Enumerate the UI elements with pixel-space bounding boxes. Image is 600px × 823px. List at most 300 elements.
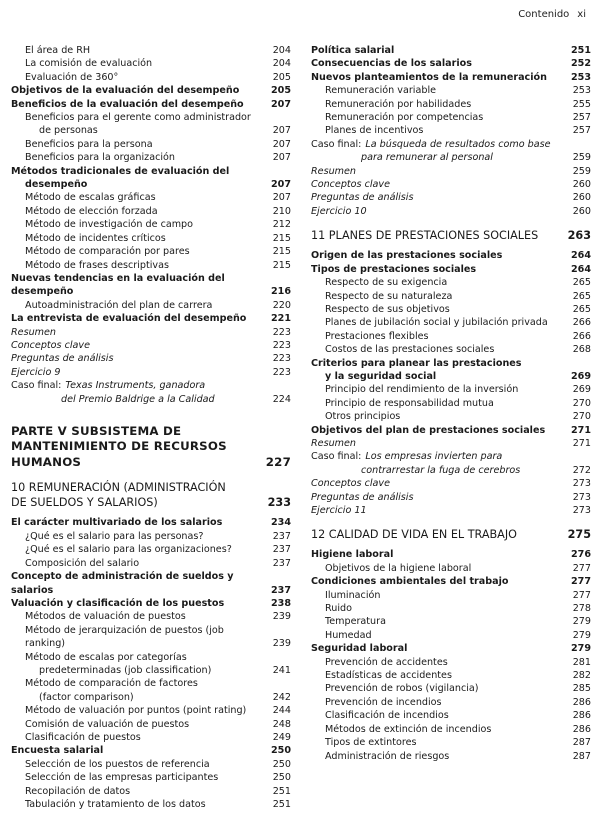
toc-entry	[11, 299, 291, 312]
section-entry	[11, 516, 291, 529]
entry-title: Clasificación de puestos	[25, 731, 141, 743]
entry-title: Método de escalas por categorías	[25, 651, 187, 663]
case-study-entry	[11, 393, 291, 406]
chapter-heading	[11, 480, 291, 495]
entry-title: Preguntas de análisis	[11, 353, 114, 365]
page-number: 259	[572, 165, 591, 177]
toc-entry	[11, 651, 291, 664]
toc-entry	[311, 629, 591, 642]
page-number: 279	[570, 643, 591, 655]
page-number: 250	[272, 758, 291, 770]
page-number: 227	[265, 454, 291, 469]
entry-title: Clasificación de incendios	[325, 710, 449, 722]
entry-title: Resumen	[11, 326, 56, 338]
case-label: Caso final:	[311, 138, 362, 150]
section-entry	[11, 98, 291, 111]
entry-title: Costos de las prestaciones sociales	[325, 344, 495, 356]
case-title: del Premio Baldrige a la Calidad	[61, 393, 215, 405]
entry-title: Objetivos del plan de prestaciones sociales	[311, 424, 546, 436]
entry-title: Prestaciones flexibles	[325, 330, 429, 342]
entry-title: Nuevos planteamientos de la remuneración	[311, 71, 547, 83]
toc-entry	[311, 383, 591, 396]
page-number: 278	[572, 603, 591, 615]
toc-entry	[11, 57, 291, 70]
toc-entry	[311, 397, 591, 410]
toc-entry	[11, 124, 291, 137]
entry-title: predeterminadas (job classification)	[39, 664, 212, 676]
page-number: 207	[272, 192, 291, 204]
toc-entry	[11, 191, 291, 204]
back-matter-entry	[11, 366, 291, 379]
entry-title: ¿Qué es el salario para las personas?	[25, 530, 204, 542]
section-entry	[11, 312, 291, 325]
entry-title: Condiciones ambientales del trabajo	[311, 576, 509, 588]
case-study-entry	[311, 450, 591, 463]
back-matter-entry	[11, 352, 291, 365]
page-number: 253	[570, 71, 591, 83]
page-number: 237	[272, 544, 291, 556]
page-number: 234	[270, 517, 291, 529]
page-number: 273	[572, 478, 591, 490]
toc-entry	[11, 205, 291, 218]
page-number: 224	[272, 393, 291, 405]
page-number: 257	[572, 125, 591, 137]
entry-title: Humedad	[325, 629, 372, 641]
back-matter-entry	[311, 477, 591, 490]
toc-entry	[11, 218, 291, 231]
page-number: 279	[572, 629, 591, 641]
toc-entry	[11, 664, 291, 677]
entry-title: Autoadministración del plan de carrera	[25, 299, 213, 311]
section-entry	[11, 165, 291, 178]
entry-title: ¿Qué es el salario para las organizaciones?	[25, 544, 232, 556]
page-number: 244	[272, 705, 291, 717]
section-entry	[11, 744, 291, 757]
page-number: 266	[572, 317, 591, 329]
page-number: 266	[572, 330, 591, 342]
back-matter-entry	[11, 326, 291, 339]
entry-title: Respecto de sus objetivos	[325, 303, 450, 315]
toc-entry	[311, 276, 591, 289]
page-number: 207	[270, 179, 291, 191]
toc-entry	[311, 615, 591, 628]
toc-entry	[311, 723, 591, 736]
spacer	[311, 218, 591, 228]
page-number: 277	[572, 589, 591, 601]
toc-entry	[11, 771, 291, 784]
page-number: 204	[272, 45, 291, 56]
section-entry	[311, 548, 591, 561]
toc-entry	[311, 562, 591, 575]
page-number: 276	[570, 549, 591, 561]
page-number: 273	[572, 505, 591, 516]
page-number: 215	[272, 246, 291, 258]
entry-title: de personas	[39, 125, 98, 137]
back-matter-entry	[311, 191, 591, 204]
case-label: Caso final:	[311, 451, 362, 463]
back-matter-entry	[311, 165, 591, 178]
case-title: Los empresas invierten para	[365, 451, 503, 463]
entry-title	[11, 379, 269, 392]
toc-entry	[11, 677, 291, 690]
entry-title: Método de incidentes críticos	[25, 232, 166, 244]
toc-entry	[311, 98, 591, 111]
page-number: 286	[572, 710, 591, 722]
entry-title: Métodos de valuación de puestos	[25, 611, 186, 623]
spacer	[11, 406, 291, 424]
section-entry	[311, 357, 591, 370]
section-entry	[311, 642, 591, 655]
page-number: 270	[572, 397, 591, 409]
page-number: 205	[272, 71, 291, 83]
page-number: 265	[572, 290, 591, 302]
page-number: 272	[572, 464, 591, 476]
entry-title: y la seguridad social	[325, 370, 437, 382]
toc-entry	[11, 610, 291, 623]
entry-title: Tabulación y tratamiento de los datos	[25, 799, 206, 810]
entry-title: Método de escalas gráficas	[25, 192, 156, 204]
entry-title: (factor comparison)	[39, 691, 134, 703]
entry-title: Método de valuación por puntos (point rating)	[25, 705, 247, 717]
running-header	[518, 9, 586, 20]
entry-title	[311, 151, 569, 164]
header-page-number: xi	[577, 9, 586, 20]
entry-title: Método de elección forzada	[25, 205, 158, 217]
entry-title: Conceptos clave	[11, 339, 90, 351]
case-label: Caso final:	[11, 380, 62, 392]
part-heading	[11, 455, 291, 471]
entry-title: Prevención de robos (vigilancia)	[325, 683, 479, 695]
case-title: La búsqueda de resultados como base	[365, 138, 551, 150]
header-title: Contenido	[518, 9, 570, 20]
entry-title: Métodos de extinción de incendios	[325, 723, 492, 735]
page-number: 239	[272, 611, 291, 623]
toc-entry	[11, 232, 291, 245]
back-matter-entry	[311, 205, 591, 218]
page-number: 223	[272, 366, 291, 378]
toc-entry	[311, 709, 591, 722]
entry-title: Objetivos de la higiene laboral	[325, 562, 472, 574]
toc-entry	[311, 84, 591, 97]
page-number: 255	[572, 98, 591, 110]
page-number: 282	[572, 670, 591, 682]
toc-entry	[311, 290, 591, 303]
page-number: 251	[272, 785, 291, 797]
page-number: 252	[570, 58, 591, 70]
toc-entry	[311, 750, 591, 763]
toc-entry	[11, 718, 291, 731]
entry-title: Política salarial	[311, 45, 395, 56]
page-number: 207	[272, 125, 291, 137]
toc-left-column	[11, 44, 291, 811]
section-entry	[311, 424, 591, 437]
entry-title: Beneficios para el gerente como administrador	[25, 112, 251, 124]
case-study-entry	[11, 379, 291, 392]
entry-title: Ejercicio 9	[11, 366, 61, 378]
page-number: 248	[272, 718, 291, 730]
toc-right-column	[311, 44, 591, 763]
toc-entry	[311, 696, 591, 709]
page-number: 257	[572, 112, 591, 124]
entry-title: Método de comparación de factores	[25, 678, 198, 690]
entry-title: Método de jerarquización de puestos (job ranking)	[25, 624, 224, 650]
case-study-entry	[311, 151, 591, 164]
page-number: 270	[572, 411, 591, 423]
toc-entry	[11, 624, 291, 651]
entry-title: Métodos tradicionales de evaluación del	[11, 165, 230, 177]
toc-entry	[11, 691, 291, 704]
entry-title	[11, 393, 269, 406]
page-number: 287	[572, 750, 591, 762]
entry-title: Planes de incentivos	[325, 125, 424, 137]
entry-title: Iluminación	[325, 589, 381, 601]
entry-title: 10 REMUNERACIÓN (ADMINISTRACIÓN	[11, 481, 226, 495]
entry-title: Consecuencias de los salarios	[311, 58, 472, 70]
entry-title: Método de comparación por pares	[25, 246, 190, 258]
page-number: 205	[270, 85, 291, 97]
entry-title: Prevención de accidentes	[325, 656, 448, 668]
page-number: 277	[572, 562, 591, 574]
toc-entry	[11, 111, 291, 124]
page-number: 269	[572, 384, 591, 396]
entry-title: Selección de las empresas participantes	[25, 772, 219, 784]
entry-title: Comisión de valuación de puestos	[25, 718, 190, 730]
back-matter-entry	[311, 437, 591, 450]
entry-title: 11 PLANES DE PRESTACIONES SOCIALES	[311, 229, 539, 243]
page-number: 277	[570, 576, 591, 588]
entry-title: Higiene laboral	[311, 549, 394, 561]
page-number: 237	[270, 584, 291, 596]
page-number: 265	[572, 277, 591, 289]
section-entry	[311, 249, 591, 262]
entry-title: La entrevista de evaluación del desempeño	[11, 313, 247, 325]
page-number: 223	[272, 326, 291, 338]
entry-title: Tipos de prestaciones sociales	[311, 263, 477, 275]
toc-entry	[311, 124, 591, 137]
entry-title: Remuneración variable	[325, 85, 437, 97]
toc-entry	[311, 669, 591, 682]
entry-title: La comisión de evaluación	[25, 58, 153, 70]
toc-entry	[11, 704, 291, 717]
entry-title: Resumen	[311, 437, 356, 449]
page-number: 223	[272, 353, 291, 365]
page-number: 220	[272, 299, 291, 311]
entry-title: Temperatura	[325, 616, 386, 628]
page-number: 260	[572, 179, 591, 191]
entry-title: Encuesta salarial	[11, 745, 104, 757]
page-number: 250	[272, 772, 291, 784]
page-number: 237	[272, 557, 291, 569]
entry-title: Evaluación de 360°	[25, 71, 119, 83]
toc-entry	[11, 530, 291, 543]
entry-title: Composición del salario	[25, 557, 140, 569]
entry-title: Resumen	[311, 165, 356, 177]
section-entry	[311, 263, 591, 276]
toc-entry	[11, 785, 291, 798]
entry-title: Ejercicio 11	[311, 505, 367, 516]
entry-title: Ruido	[325, 603, 352, 615]
entry-title: Conceptos clave	[311, 179, 390, 191]
toc-entry	[11, 557, 291, 570]
section-entry	[11, 178, 291, 191]
entry-title: Planes de jubilación social y jubilación privada	[325, 317, 548, 329]
toc-entry	[11, 259, 291, 272]
entry-title: Remuneración por habilidades	[325, 98, 472, 110]
entry-title: Seguridad laboral	[311, 643, 408, 655]
section-entry	[11, 84, 291, 97]
entry-title: Concepto de administración de sueldos y salarios	[11, 571, 234, 596]
entry-title: Objetivos de la evaluación del desempeño	[11, 85, 240, 97]
entry-title: MANTENIMIENTO DE RECURSOS	[11, 439, 227, 454]
page-number: 275	[567, 528, 591, 542]
entry-title: Beneficios de la evaluación del desempeño	[11, 98, 244, 110]
toc-entry	[11, 245, 291, 258]
entry-title: Selección de los puestos de referencia	[25, 758, 210, 770]
section-entry	[11, 272, 291, 299]
toc-entry	[311, 330, 591, 343]
case-title: contrarrestar la fuga de cerebros	[361, 464, 521, 476]
entry-title: El carácter multivariado de los salarios	[11, 517, 223, 529]
entry-title: Remuneración por competencias	[325, 112, 484, 124]
page-number: 268	[572, 344, 591, 356]
toc-entry	[11, 151, 291, 164]
case-study-entry	[311, 464, 591, 477]
page-number: 271	[570, 424, 591, 436]
entry-title: Otros principios	[325, 411, 401, 423]
toc-entry	[311, 682, 591, 695]
entry-title: Administración de riesgos	[325, 750, 450, 762]
page-number: 237	[272, 530, 291, 542]
entry-title	[311, 138, 569, 151]
page-number: 210	[272, 205, 291, 217]
page-number: 221	[270, 313, 291, 325]
toc-entry	[311, 316, 591, 329]
page-number: 204	[272, 58, 291, 70]
back-matter-entry	[311, 504, 591, 517]
entry-title: Preguntas de análisis	[311, 192, 414, 204]
chapter-heading	[311, 228, 591, 243]
toc-entry	[311, 410, 591, 423]
entry-title	[311, 464, 569, 477]
page-number: 242	[272, 691, 291, 703]
entry-title: Conceptos clave	[311, 478, 390, 490]
page-number: 287	[572, 737, 591, 749]
entry-title: HUMANOS	[11, 454, 82, 469]
spacer	[311, 517, 591, 527]
case-title: Texas Instruments, ganadora	[65, 380, 206, 392]
entry-title: desempeño	[25, 179, 88, 191]
page-number: 207	[272, 138, 291, 150]
entry-title: Valuación y clasificación de los puestos	[11, 597, 225, 609]
toc-entry	[311, 343, 591, 356]
toc-entry	[11, 71, 291, 84]
entry-title: Preguntas de análisis	[311, 491, 414, 503]
page-number: 264	[570, 250, 591, 262]
entry-title: DE SUELDOS Y SALARIOS)	[11, 496, 158, 510]
page-number: 249	[272, 731, 291, 743]
entry-title: 12 CALIDAD DE VIDA EN EL TRABAJO	[311, 528, 517, 542]
entry-title: Principio del rendimiento de la inversión	[325, 384, 519, 396]
page-number: 215	[272, 232, 291, 244]
entry-title: Criterios para planear las prestaciones	[311, 357, 522, 369]
toc-entry	[11, 138, 291, 151]
page-number: 281	[572, 656, 591, 668]
entry-title: Tipos de extintores	[325, 737, 417, 749]
toc-entry	[311, 303, 591, 316]
section-entry	[11, 570, 291, 597]
entry-title: Beneficios para la persona	[25, 138, 153, 150]
page-number: 207	[270, 98, 291, 110]
toc-entry	[311, 589, 591, 602]
toc-entry	[311, 111, 591, 124]
entry-title: Principio de responsabilidad mutua	[325, 397, 494, 409]
page-number: 264	[570, 263, 591, 275]
section-entry	[11, 597, 291, 610]
part-heading	[11, 424, 291, 440]
entry-title: Nuevas tendencias en la evaluación del desempeño	[11, 272, 225, 298]
spacer	[11, 470, 291, 480]
page-number: 241	[272, 664, 291, 676]
toc-entry	[311, 602, 591, 615]
entry-title: Recopilación de datos	[25, 785, 131, 797]
page-number: 260	[572, 192, 591, 204]
case-study-entry	[311, 138, 591, 151]
case-title: para remunerar al personal	[361, 152, 493, 164]
page-number: 273	[572, 491, 591, 503]
entry-title: Método de frases descriptivas	[25, 259, 169, 271]
entry-title: El área de RH	[25, 45, 91, 56]
section-entry	[311, 575, 591, 588]
page-number: 279	[572, 616, 591, 628]
page-number: 215	[272, 259, 291, 271]
page-number: 263	[567, 229, 591, 243]
back-matter-entry	[311, 178, 591, 191]
chapter-heading	[11, 495, 291, 510]
entry-title: Método de investigación de campo	[25, 219, 194, 231]
page-number: 286	[572, 696, 591, 708]
entry-title: Estadísticas de accidentes	[325, 670, 452, 682]
page-number: 250	[270, 745, 291, 757]
page-number: 265	[572, 303, 591, 315]
section-entry	[311, 44, 591, 57]
toc-entry	[311, 736, 591, 749]
page-number: 286	[572, 723, 591, 735]
toc-entry	[11, 44, 291, 57]
page-number: 238	[270, 597, 291, 609]
page-number: 253	[572, 85, 591, 97]
section-entry	[311, 57, 591, 70]
entry-title	[311, 450, 569, 463]
page-number: 271	[572, 437, 591, 449]
section-entry	[311, 71, 591, 84]
toc-entry	[11, 543, 291, 556]
page-number: 260	[572, 205, 591, 217]
chapter-heading	[311, 527, 591, 542]
entry-title: Respecto de su naturaleza	[325, 290, 453, 302]
toc-entry	[11, 758, 291, 771]
page-number: 239	[272, 638, 291, 650]
page-number: 233	[267, 496, 291, 510]
page-number: 216	[270, 286, 291, 298]
page-number: 285	[572, 683, 591, 695]
toc-entry	[11, 731, 291, 744]
page-number: 259	[572, 152, 591, 164]
page-number: 269	[570, 370, 591, 382]
entry-title: Prevención de incendios	[325, 696, 442, 708]
page-number: 207	[272, 152, 291, 164]
back-matter-entry	[11, 339, 291, 352]
page-number: 251	[272, 799, 291, 810]
